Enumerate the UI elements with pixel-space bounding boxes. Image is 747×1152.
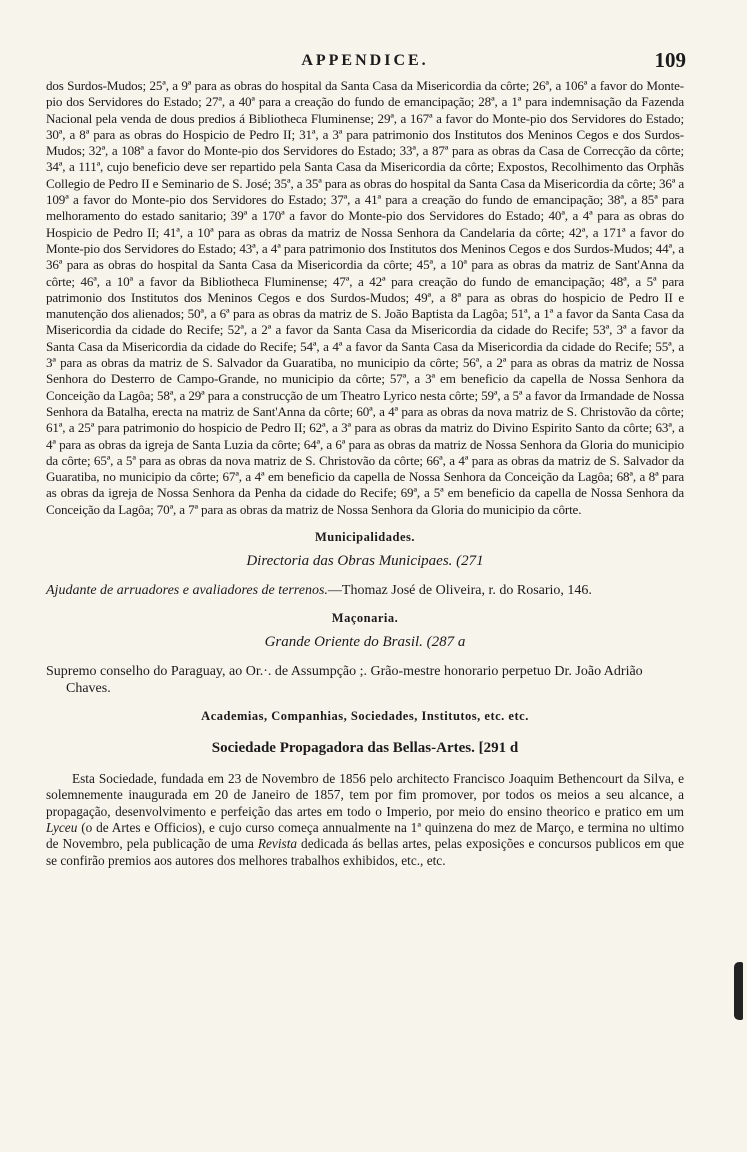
margin-ink-mark [734,962,743,1020]
sociedade-paragraph [46,771,684,869]
academias-heading: Academias, Companhias, Sociedades, Institutos, etc. etc. [201,709,529,724]
para-start: Esta Sociedade, fundada em 23 de Novembro de 1856 pelo architecto Francisco Joaquim Bethencourt da Silva, e solemnemente inaugurada em 20 de Janeiro de 1857, tem por fim promover, por todos os meios a seu alcance, a propagação, desenvolvimento e perfeição das artes em todo o Imperio, por meio do ensino theorico e pratico em um [46,771,684,819]
document-page [46,48,686,869]
page-header [46,48,686,78]
running-head: APPENDICE. [301,52,429,69]
entry-role: Ajudante de arruadores e avaliadores de terrenos. [46,583,328,599]
ajudante-entry [46,582,684,599]
lyceu-word: Lyceu [46,819,78,835]
municipalidades-heading: Municipalidades. [314,530,416,545]
entry-text: —Thomaz José de Oliveira, r. do Rosario, 146. [327,583,592,599]
revista-word: Revista [257,836,298,852]
para-end: dedicada ás bellas artes, pelas exposições e concursos publicos em que se confirão premios aos autores dos melhores trabalhos exhibidos, etc., etc. [46,836,684,868]
grande-oriente-heading: Grande Oriente do Brasil. (287 a [264,634,466,651]
maconaria-heading: Maçonaria. [331,611,399,626]
para-mid: (o de Artes e Officios), e cujo curso começa annualmente na 1ª quinzena do mez de Março, e termina no ultimo de Novembro, pela publicação de uma [46,819,684,852]
sociedade-heading: Sociedade Propagadora das Bellas-Artes. [291 d [211,740,519,757]
page-number: 109 [654,48,686,72]
lottery-list-paragraph: dos Surdos-Mudos; 25ª, a 9ª para as obras do hospital da Santa Casa da Misericordia da côrte; 26ª, a 106ª a favor do Monte-pio dos Servidores do Estado; 27ª, a 40ª para a creação do fundo de emancipação; 28ª, a 1ª para indemnisação da Fazenda Nacional pela venda de dous predios á Bibliotheca Fluminense; 29ª, a 167ª a favor do Monte-pio dos Servidores do Estado; 30ª, a 8ª para as obras do Hospicio de Pedro II; 31ª, a 3ª para patrimonio dos Institutos dos Meninos Cegos e dos Surdos-Mudos; 32ª, a 108ª a favor do Monte-pio dos Servidores do Estado; 33ª, a 87ª para as obras da Casa de Correcção da côrte; 34ª, a 111ª, cujo beneficio deve ser repartido pela Santa Casa da Misericordia da côrte; Expostos, Recolhimento das Orphãs Collegio de Pedro II e Seminario de S. José; 35ª, a 35ª para as obras do hospital da Santa Casa da Misericordia da côrte; 36ª a 109ª a favor do Monte-pio dos Servidores do Estado; 37ª, a 41ª para a creação do fundo de emancipação; 38ª, a 85ª para melhoramento do estado sanitario; 39ª a 170ª a favor do Monte-pio dos Servidores do Estado; 40ª, a 4ª para as obras do Hospicio de Pedro II; 41ª, a 10ª para as obras da matriz de Nossa Senhora da Candelaria da côrte; 42ª, a 171ª a favor do Monte-pio dos Servidores do Estado; 43ª, a 4ª para patrimonio dos Institutos dos Meninos Cegos e dos Surdos-Mudos; 44ª, a 36ª para as obras do hospital da Santa Casa da Misericordia da côrte; 45ª, a 10ª para as obras da matriz de Sant'Anna da côrte; 46ª, a 10ª a favor da Bibliotheca Fluminense; 47ª, a 42ª para creação do fundo de emancipação; 48ª, a 5ª para patrimonio dos Institutos dos Meninos Cegos e dos Surdos-Mudos; 49ª, a 8ª para as obras do hospicio de Pedro II e manutenção dos alienados; 50ª, a 6ª para as obras da matriz de S. João Baptista da Lagôa; 51ª, a 1ª a favor da Santa Casa da Misericordia da cidade do Recife; 52ª, a 2ª a favor da Santa Casa da Misericordia da cidade do Recife; 53ª, 3ª a favor da Santa Casa da Misericordia da cidade do Recife; 54ª, a 4ª a favor da Santa Casa da Misericordia da cidade do Recife; 55ª, a 3ª para as obras da matriz de S. Salvador da Guaratiba, no municipio da côrte; 56ª, a 2ª para as obras da matriz de Nossa Senhora do Desterro de Campo-Grande, no municipio da côrte; 57ª, a 3ª em beneficio da capella de Nossa Senhora da Conceição da Lagôa; 58ª, a 29ª para a construcção de um Theatro Lyrico nesta côrte; 59ª, a 5ª a favor da Irmandade de Nossa Senhora da Batalha, erecta na matriz de Sant'Anna da côrte; 60ª, a 4ª para as obras da nova matriz de S. Christovão da côrte; 61ª, a 25ª para patrimonio do hospicio de Pedro II; 62ª, a 3ª para as obras da matriz do Divino Espirito Santo da côrte; 63ª, a 4ª para as obras da igreja de Santa Luzia da côrte; 64ª, a 6ª para as obras da matriz de Nossa Senhora da Gloria do municipio da côrte; 65ª, a 5ª para as obras da nova matriz de S. Christovão da côrte; 66ª, a 4ª para as obras da matriz de S. Salvador da Guaratiba, no municipio da côrte; 67ª, a 4ª em beneficio da capella de Nossa Senhora da Conceição da Lagôa; 68ª, a 8ª para as obras da igreja de Nossa Senhora da Penha da cidade do Recife; 69ª, a 5ª em beneficio da capella de Nossa Senhora da Conceição da Lagôa; 70ª, a 7ª para as obras da matriz de Nossa Senhora da Gloria do municipio da côrte. [46,78,684,517]
directoria-heading: Directoria das Obras Municipaes. (271 [246,553,484,570]
supremo-conselho-entry: Supremo conselho do Paraguay, ao Or.·. de Assumpção ;. Grão-mestre honorario perpetuo Dr. João Adrião Chaves. [46,664,643,697]
